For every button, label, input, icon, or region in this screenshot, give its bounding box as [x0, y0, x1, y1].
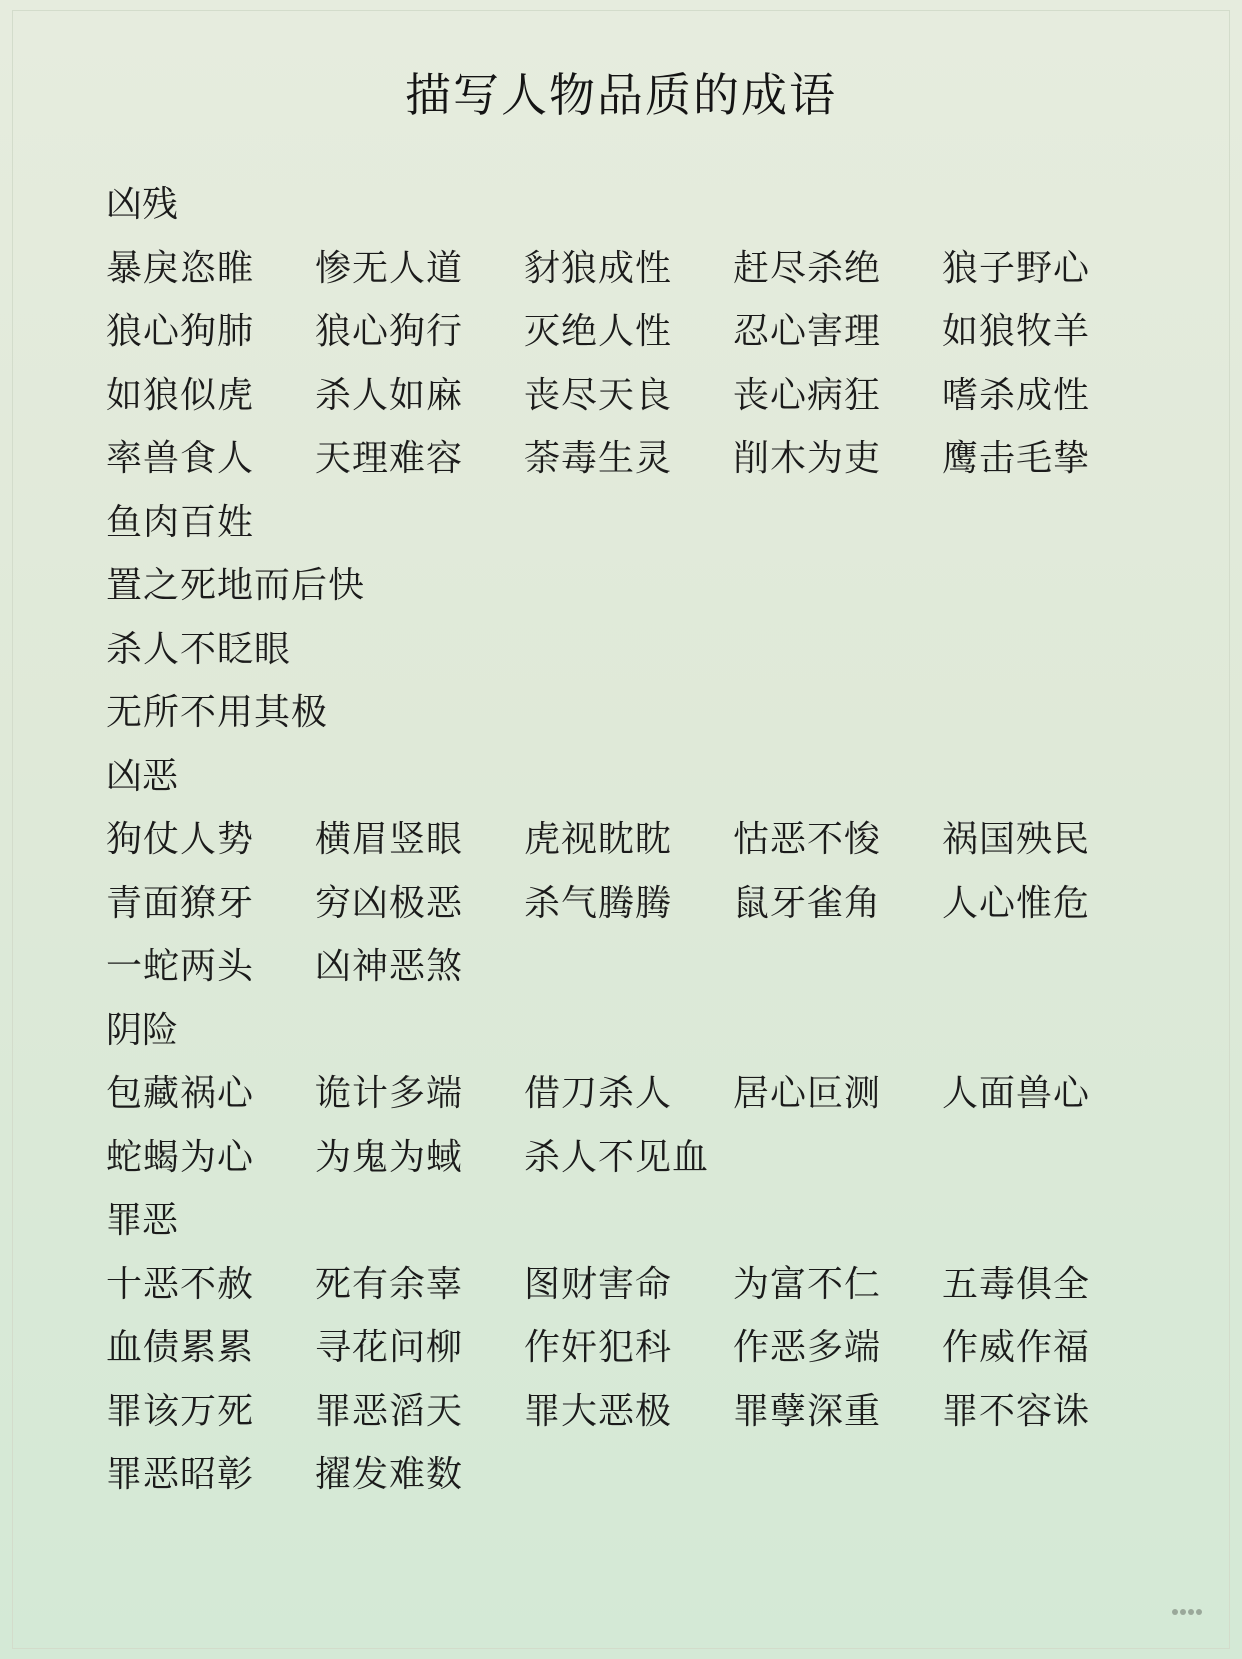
idiom-row: [106, 1443, 1090, 1507]
idiom-row: [106, 491, 1090, 555]
idiom: 十恶不赦: [106, 1263, 255, 1305]
idiom: 灭绝人性: [524, 311, 673, 352]
idiom: 人面兽心: [942, 1073, 1091, 1114]
idiom: 罪恶昭彰: [106, 1454, 255, 1495]
idiom: 狼心狗肺: [106, 311, 255, 352]
idiom: 如狼似虎: [106, 374, 255, 416]
idiom: 罪恶滔天: [315, 1390, 464, 1432]
section-heading: 凶残: [106, 184, 179, 225]
idiom: 嗜杀成性: [942, 374, 1091, 416]
idiom: 青面獠牙: [106, 882, 255, 924]
watermark-dots: [1172, 1609, 1202, 1615]
idiom: 一蛇两头: [106, 946, 255, 987]
idiom: 图财害命: [524, 1263, 673, 1305]
idiom-row: [106, 1380, 1090, 1444]
idiom-list: [106, 173, 1090, 1507]
idiom: 鱼肉百姓: [106, 501, 255, 543]
idiom: 祸国殃民: [942, 819, 1091, 860]
idiom: 擢发难数: [315, 1454, 464, 1495]
idiom-row: [106, 618, 1090, 682]
idiom: 血债累累: [106, 1327, 255, 1368]
idiom: 杀人不见血: [524, 1136, 710, 1178]
idiom: 率兽食人: [106, 438, 255, 479]
idiom: 横眉竖眼: [315, 819, 464, 860]
idiom: 罪大恶极: [524, 1390, 673, 1432]
section-heading: 罪恶: [106, 1200, 179, 1241]
idiom: 借刀杀人: [524, 1073, 673, 1114]
idiom: 狼子野心: [942, 247, 1091, 289]
idiom: 如狼牧羊: [942, 311, 1091, 352]
idiom-row: [106, 427, 1090, 491]
idiom-row: [106, 237, 1090, 301]
idiom: 暴戾恣睢: [106, 247, 255, 289]
idiom: 死有余辜: [315, 1263, 464, 1305]
idiom: 丧尽天良: [524, 374, 673, 416]
idiom: 罪该万死: [106, 1390, 255, 1432]
idiom: 无所不用其极: [106, 692, 329, 733]
idiom: 罪孽深重: [733, 1390, 882, 1432]
idiom: 怙恶不悛: [733, 819, 882, 860]
idiom: 作威作福: [942, 1327, 1091, 1368]
idiom: 居心叵测: [733, 1073, 882, 1114]
idiom-row: [106, 300, 1090, 364]
idiom: 作奸犯科: [524, 1327, 673, 1368]
idiom: 削木为吏: [733, 438, 882, 479]
idiom: 置之死地而后快: [106, 565, 366, 606]
idiom: 凶神恶煞: [315, 946, 464, 987]
idiom: 五毒俱全: [942, 1263, 1091, 1305]
idiom-row: [106, 1253, 1090, 1317]
idiom: 丧心病狂: [733, 374, 882, 416]
idiom: 穷凶极恶: [315, 882, 464, 924]
idiom: 天理难容: [315, 438, 464, 479]
idiom: 人心惟危: [942, 882, 1091, 924]
section-heading: 凶恶: [106, 755, 179, 797]
idiom-row: [106, 808, 1090, 872]
idiom: 杀人如麻: [315, 374, 464, 416]
idiom-row: [106, 1316, 1090, 1380]
idiom-row: [106, 872, 1090, 936]
page-title: 描写人物品质的成语: [405, 68, 837, 122]
idiom: 惨无人道: [315, 247, 464, 289]
idiom: 作恶多端: [733, 1327, 882, 1368]
idiom: 鼠牙雀角: [733, 882, 882, 924]
idiom: 蛇蝎为心: [106, 1136, 255, 1178]
idiom: 杀人不眨眼: [106, 628, 292, 670]
idiom: 包藏祸心: [106, 1073, 255, 1114]
idiom-row: [106, 935, 1090, 999]
idiom: 狗仗人势: [106, 819, 255, 860]
idiom-row: [106, 681, 1090, 745]
section-heading: 阴险: [106, 1009, 179, 1051]
idiom: 赶尽杀绝: [733, 247, 882, 289]
idiom: 寻花问柳: [315, 1327, 464, 1368]
idiom: 豺狼成性: [524, 247, 673, 289]
idiom-row: [106, 364, 1090, 428]
idiom: 忍心害理: [733, 311, 882, 352]
idiom: 为富不仁: [733, 1263, 882, 1305]
idiom: 诡计多端: [315, 1073, 464, 1114]
idiom: 罪不容诛: [942, 1390, 1091, 1432]
idiom-row: [106, 1062, 1090, 1126]
idiom-row: [106, 554, 1090, 618]
idiom: 狼心狗行: [315, 311, 464, 352]
idiom: 荼毒生灵: [524, 438, 673, 479]
idiom: 虎视眈眈: [524, 819, 673, 860]
idiom: 鹰击毛挚: [942, 438, 1091, 479]
idiom-row: [106, 1126, 1090, 1190]
idiom: 杀气腾腾: [524, 882, 673, 924]
idiom: 为鬼为蜮: [315, 1136, 464, 1178]
